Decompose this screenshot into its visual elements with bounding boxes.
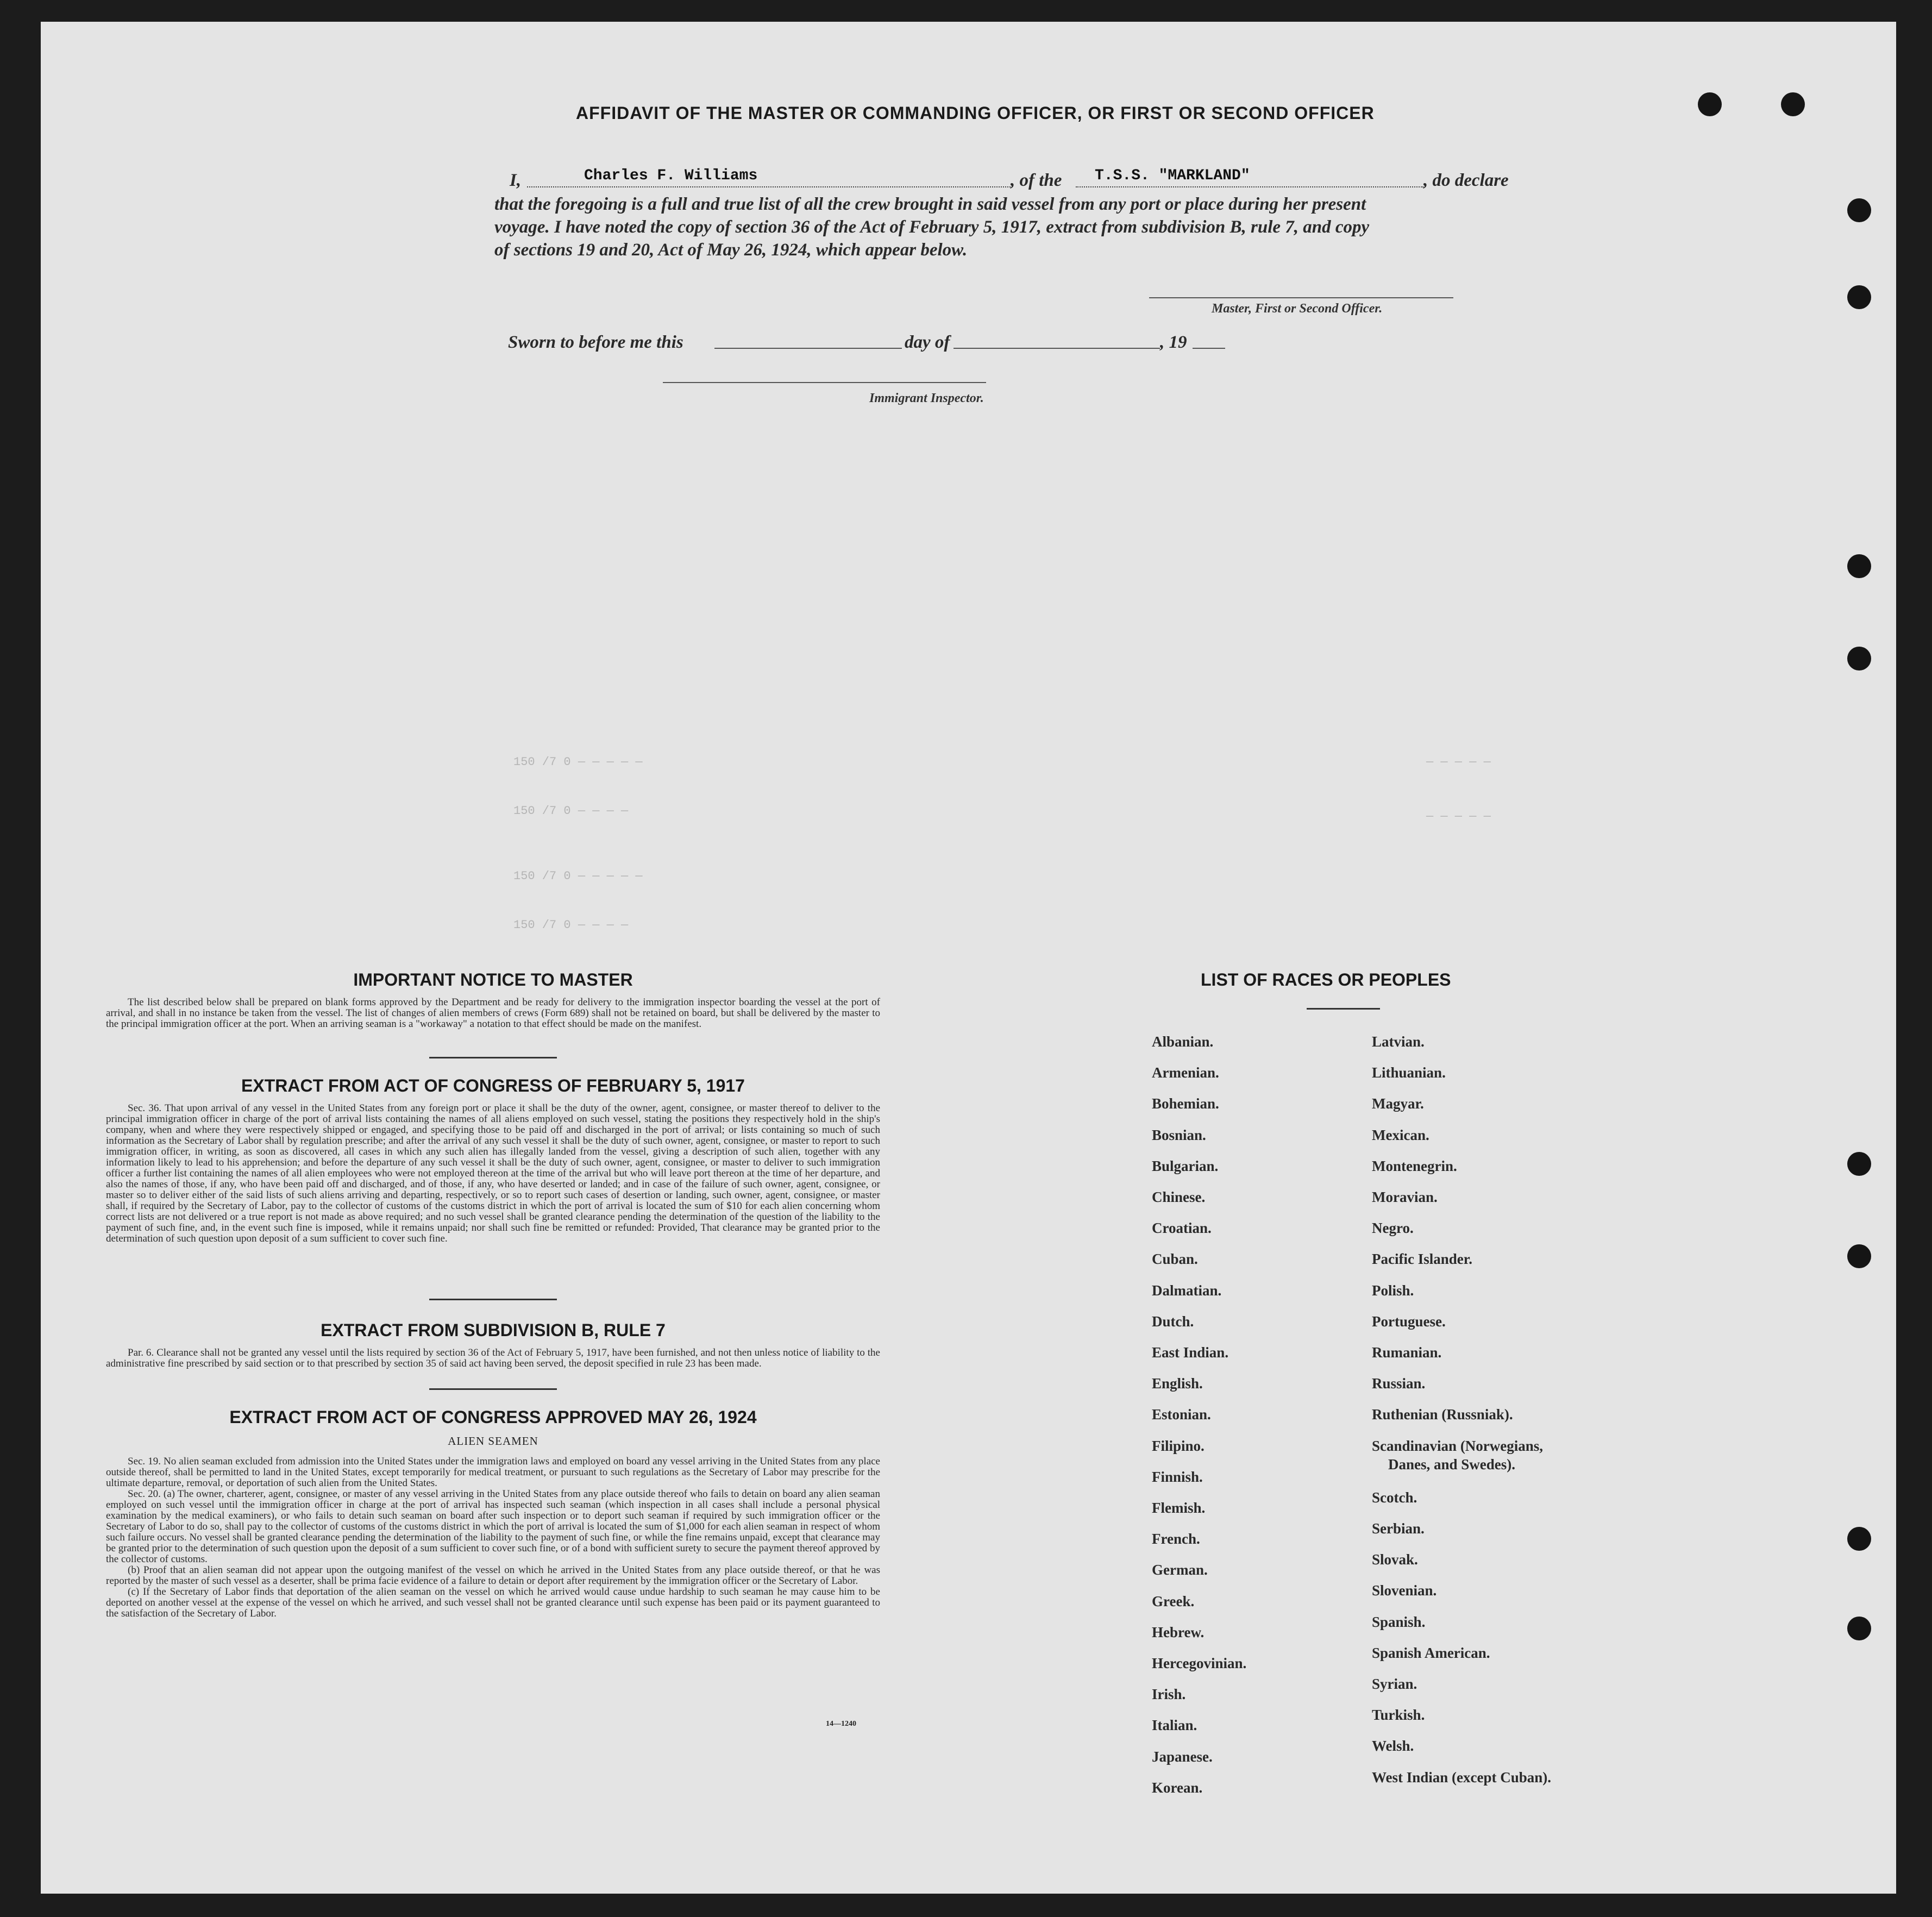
do-declare-label: , do declare bbox=[1423, 171, 1509, 190]
race-item: Scotch. bbox=[1372, 1489, 1417, 1506]
bleed-through-text: — — — — — bbox=[1426, 755, 1491, 769]
race-item: Pacific Islander. bbox=[1372, 1251, 1472, 1268]
rule7-body: Par. 6. Clearance shall not be granted any vessel until the lists required by section 36 of the Act of February 5, 1917, have been furnished, and not then unless notice of liability to the administrative fine prescribed by said section or to that prescribed by section 35 of said act having been served, the deposit specified in rule 23 has been made. bbox=[106, 1347, 880, 1369]
extract-1917-body: Sec. 36. That upon arrival of any vessel in the United States from any foreign port or place it shall be the duty of the owner, agent, consignee, or master thereof to deliver to the principal immigration officer in charge of the port of arrival lists containing the names of all aliens employed on such vessel, stating the positions they respectively hold in the ship's company, when and where they were respectively shipped or engaged, and specifying those to be paid off and discharged in the port of arrival; or lists containing so much of such information as the Secretary of Labor shall by regulation prescribe; and after the arrival of any such vessel it shall be the duty of such owner, agent, consignee, or master to report to such immigration officer, in writing, as soon as discovered, all cases in which any such alien has illegally landed from the vessel, giving a description of such alien, together with any information likely to lead to his apprehension; and before the departure of any such vessel it shall be the duty of such owner, agent, consignee, or master to deliver to such immigration officer a further list containing the names of all alien employees who were not employed thereon at the time of the arrival but who will leave port thereon at the time of her departure, and also the names of those, if any, who have been paid off and discharged, and of those, if any, who have deserted or landed; and in case of the failure of such owner, agent, consignee, or master so to deliver either of the said lists of such aliens arriving and departing, respectively, or so to report such cases of desertion or landing, such owner, agent, consignee, or master shall, if required by the Secretary of Labor, pay to the collector of customs of the customs district in which the port of arrival is located the sum of $10 for each alien concerning whom correct lists are not delivered or a true report is not made as above required; and no such vessel shall be granted clearance pending the determination of the question of the liability to the payment of such fine, and, in the event such fine is imposed, while it remains unpaid; nor shall such fine be remitted or refunded: Provided, That clearance may be granted prior to the determination of such question upon deposit of a sum sufficient to cover such fine. bbox=[106, 1102, 880, 1244]
race-item: Japanese. bbox=[1152, 1748, 1213, 1765]
sec-20a-text: Sec. 20. (a) The owner, charterer, agent, consignee, or master of any vessel arriving in the United States from any place outside thereof who fails to detain on board any alien seaman employed on such vessel until the immigration officer in charge at the port of arrival has inspected such seaman (which inspection in all cases shall include a personal physical examination by the medical examiners), or who fails to detain such seaman on board after such inspection or to deport such seaman if required by such immigration officer or the Secretary of Labor to do so, shall pay to the collector of customs of the customs district in which the port of arrival is located the sum of $1,000 for each alien seaman in respect of whom such failure occurs. No vessel shall be granted clearance pending the determination of the liability to the payment of such fine, or while the fine remains unpaid, except that clearance may be granted prior to the determination of such question upon the deposit of a sum sufficient to cover such fine, or of a bond with sufficient surety to secure the payment thereof approved by the collector of customs. bbox=[106, 1488, 880, 1565]
race-item: Italian. bbox=[1152, 1717, 1197, 1734]
bleed-through-text: 150 /7 0 — — — — bbox=[513, 918, 629, 932]
race-item: Albanian. bbox=[1152, 1033, 1214, 1050]
binder-hole bbox=[1847, 1152, 1871, 1176]
binder-hole bbox=[1847, 1244, 1871, 1268]
master-signature-line[interactable] bbox=[1149, 297, 1453, 298]
affidavit-text-line-3: of sections 19 and 20, Act of May 26, 1924, which appear below. bbox=[494, 240, 968, 260]
affidavit-title: AFFIDAVIT OF THE MASTER OR COMMANDING OFFICER, OR FIRST OR SECOND OFFICER bbox=[576, 103, 1375, 123]
race-item: Spanish. bbox=[1372, 1613, 1426, 1630]
race-item: Estonian. bbox=[1152, 1406, 1211, 1423]
race-item: Bulgarian. bbox=[1152, 1157, 1219, 1174]
sworn-month-field[interactable] bbox=[954, 348, 1160, 349]
vessel-name-field[interactable]: T.S.S. "MARKLAND" bbox=[1095, 167, 1250, 184]
race-item: French. bbox=[1152, 1531, 1200, 1548]
document-page bbox=[41, 22, 1896, 1894]
divider bbox=[429, 1057, 557, 1058]
vessel-name-line bbox=[1076, 186, 1423, 187]
of-the-label: , of the bbox=[1011, 171, 1062, 190]
race-item: Chinese. bbox=[1152, 1189, 1206, 1205]
race-item: Croatian. bbox=[1152, 1220, 1212, 1237]
race-item: Armenian. bbox=[1152, 1064, 1219, 1081]
affiant-label: I, bbox=[510, 171, 522, 190]
race-item: Dutch. bbox=[1152, 1313, 1194, 1330]
rule7-title: EXTRACT FROM SUBDIVISION B, RULE 7 bbox=[321, 1320, 666, 1340]
race-item: Magyar. bbox=[1372, 1095, 1424, 1112]
extract-1924-title: EXTRACT FROM ACT OF CONGRESS APPROVED MAY 26, 1924 bbox=[229, 1407, 757, 1427]
race-item: Irish. bbox=[1152, 1686, 1186, 1703]
binder-hole bbox=[1847, 198, 1871, 222]
race-item: East Indian. bbox=[1152, 1344, 1229, 1361]
race-item: Ruthenian (Russniak). bbox=[1372, 1406, 1513, 1423]
bleed-through-text: 150 /7 0 — — — — bbox=[513, 804, 629, 818]
race-item: Slovenian. bbox=[1372, 1582, 1437, 1599]
race-item: Portuguese. bbox=[1372, 1313, 1446, 1330]
race-item: Hebrew. bbox=[1152, 1624, 1205, 1640]
inspector-caption: Immigrant Inspector. bbox=[869, 391, 984, 405]
race-item: Greek. bbox=[1152, 1593, 1195, 1609]
race-item: Dalmatian. bbox=[1152, 1282, 1222, 1299]
sec-20c-text: (c) If the Secretary of Labor finds that deportation of the alien seaman on the vessel on which he arrived would cause undue hardship to such seaman he may cause him to be deported on another vessel at the expense of the vessel on which he arrived, and such vessel shall not be granted clearance until such expense has been paid or its payment guaranteed to the satisfaction of the Secretary of Labor. bbox=[106, 1586, 880, 1619]
race-item: Turkish. bbox=[1372, 1707, 1425, 1724]
race-item: Negro. bbox=[1372, 1220, 1414, 1237]
binder-hole bbox=[1847, 554, 1871, 578]
race-item: Rumanian. bbox=[1372, 1344, 1442, 1361]
binder-hole bbox=[1847, 1527, 1871, 1551]
race-item: Bosnian. bbox=[1152, 1126, 1206, 1143]
race-item: Mexican. bbox=[1372, 1126, 1429, 1143]
binder-hole bbox=[1698, 92, 1722, 116]
race-item: Slovak. bbox=[1372, 1551, 1418, 1568]
form-number: 14—1240 bbox=[826, 1720, 856, 1728]
race-item: Polish. bbox=[1372, 1282, 1414, 1299]
race-item: Montenegrin. bbox=[1372, 1157, 1457, 1174]
race-item: Korean. bbox=[1152, 1779, 1203, 1796]
race-item: English. bbox=[1152, 1375, 1203, 1392]
binder-hole bbox=[1847, 647, 1871, 671]
notice-title: IMPORTANT NOTICE TO MASTER bbox=[353, 970, 633, 989]
sworn-day-field[interactable] bbox=[714, 348, 902, 349]
binder-hole bbox=[1847, 285, 1871, 309]
extract-1924-subtitle: ALIEN SEAMEN bbox=[448, 1434, 538, 1448]
race-item: Hercegovinian. bbox=[1152, 1655, 1247, 1671]
race-item: Bohemian. bbox=[1152, 1095, 1219, 1112]
day-of-label: day of bbox=[905, 333, 950, 352]
race-item: Serbian. bbox=[1372, 1520, 1425, 1537]
race-item: Cuban. bbox=[1152, 1251, 1198, 1268]
race-item: Moravian. bbox=[1372, 1189, 1438, 1205]
affiant-name-line bbox=[527, 186, 1011, 187]
master-caption: Master, First or Second Officer. bbox=[1212, 302, 1383, 316]
affidavit-text-line-2: voyage. I have noted the copy of section 36 of the Act of February 5, 1917, extract from subdivision B, rule 7, and copy bbox=[494, 217, 1370, 237]
binder-hole bbox=[1781, 92, 1805, 116]
race-item: Danes, and Swedes). bbox=[1388, 1456, 1516, 1473]
race-item: Filipino. bbox=[1152, 1437, 1205, 1454]
sec-19-text: Sec. 19. No alien seaman excluded from admission into the United States under the immigration laws and employed on board any vessel arriving in the United States from any place outside thereof, shall be permitted to land in the United States, except temporarily for medical treatment, or pursuant to such regulations as the Secretary of Labor may prescribe for the ultimate departure, removal, or deportation of such alien from the United States. bbox=[106, 1456, 880, 1489]
race-item: Latvian. bbox=[1372, 1033, 1425, 1050]
binder-hole bbox=[1847, 1617, 1871, 1640]
race-item: Lithuanian. bbox=[1372, 1064, 1446, 1081]
sec-20b-text: (b) Proof that an alien seaman did not appear upon the outgoing manifest of the vessel on which he arrived in the United States from any place outside thereof, or that he was reported by the master of such vessel as a deserter, shall be prima facie evidence of a failure to detain or deport after requirement by the immigration officer or the Secretary of Labor. bbox=[106, 1564, 880, 1587]
extract-1924-sections bbox=[106, 1456, 880, 1619]
race-item: Flemish. bbox=[1152, 1500, 1206, 1516]
race-item: Spanish American. bbox=[1372, 1644, 1490, 1661]
race-item: Syrian. bbox=[1372, 1676, 1417, 1692]
race-item: West Indian (except Cuban). bbox=[1372, 1769, 1552, 1786]
races-title: LIST OF RACES OR PEOPLES bbox=[1201, 970, 1451, 989]
divider bbox=[429, 1388, 557, 1390]
sworn-label: Sworn to before me this bbox=[508, 333, 683, 352]
race-item: Welsh. bbox=[1372, 1738, 1414, 1755]
bleed-through-text: 150 /7 0 — — — — — bbox=[513, 755, 643, 769]
notice-body: The list described below shall be prepared on blank forms approved by the Department and be ready for delivery to the immigration inspector boarding the vessel at the port of arrival, and shall in no instance be taken from the vessel. The list of changes of alien members of crews (Form 689) shall not be retained on board, but shall be delivered by the master to the principal immigration officer at the port. When an arriving seaman is a "workaway" a notation to that effect should be made on the manifest. bbox=[106, 997, 880, 1030]
race-item: Finnish. bbox=[1152, 1468, 1203, 1485]
race-item: Russian. bbox=[1372, 1375, 1426, 1392]
bleed-through-text: 150 /7 0 — — — — — bbox=[513, 869, 643, 883]
race-item: Scandinavian (Norwegians, bbox=[1372, 1437, 1544, 1454]
affiant-name-field[interactable]: Charles F. Williams bbox=[584, 167, 758, 184]
bleed-through-text: — — — — — bbox=[1426, 810, 1491, 823]
divider bbox=[1307, 1008, 1380, 1010]
extract-1917-title: EXTRACT FROM ACT OF CONGRESS OF FEBRUARY 5, 1917 bbox=[241, 1076, 745, 1095]
race-item: German. bbox=[1152, 1562, 1208, 1578]
affidavit-text-line-1: that the foregoing is a full and true list of all the crew brought in said vessel from any port or place during her present bbox=[494, 195, 1366, 214]
divider bbox=[429, 1299, 557, 1300]
sworn-year-field[interactable] bbox=[1193, 348, 1225, 349]
year-label: , 19 bbox=[1160, 333, 1187, 352]
inspector-signature-line[interactable] bbox=[663, 382, 986, 383]
